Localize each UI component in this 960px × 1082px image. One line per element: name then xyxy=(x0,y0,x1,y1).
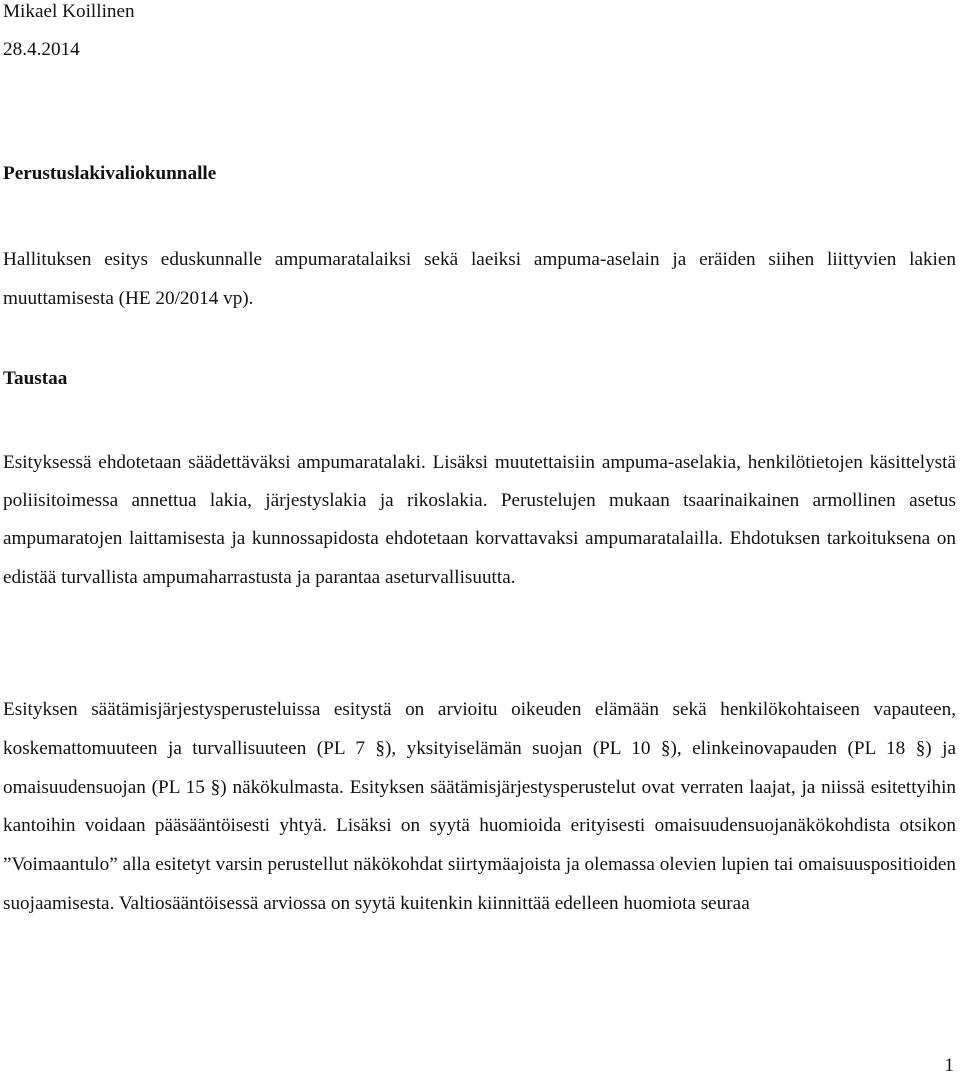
paragraph: Esityksessä ehdotetaan säädettäväksi ampumaratalaki. Lisäksi muutettaisiin ampuma-aselakia, henkilötietojen käsittelystä poliisitoimessa annettua lakia, järjestyslakia ja rikoslakia. Perustelujen mukaan tsaarinaikainen armollinen asetus ampumaratojen laittamisesta ja kunnossapidosta ehdotetaan korvattavaksi ampumaratalailla. Ehdotuksen tarkoituksena on edistää turvallista ampumaharrastusta ja parantaa aseturvallisuutta. xyxy=(3,452,956,588)
recipient-heading: Perustuslakivaliokunnalle xyxy=(3,163,217,184)
subject-line: Hallituksen esitys eduskunnalle ampumaratalaiksi sekä laeiksi ampuma-aselain ja eräiden siihen liittyvien lakien muuttamisesta (HE 20/2014 vp). xyxy=(3,249,956,309)
section-heading: Taustaa xyxy=(3,368,68,389)
author-name: Mikael Koillinen xyxy=(3,1,135,22)
document-date: 28.4.2014 xyxy=(3,39,80,60)
page-number: 1 xyxy=(944,1055,954,1076)
paragraph: Esityksen säätämisjärjestysperusteluissa esitystä on arvioitu oikeuden elämään sekä henkilökohtaiseen vapauteen, koskemattomuuteen ja turvallisuuteen (PL 7 §), yksityiselämän suojan (PL 10 §), elinkeinovapauden (PL 18 §) ja omaisuudensuojan (PL 15 §) näkökulmasta. Esityksen säätämisjärjestysperustelut ovat verraten laajat, ja niissä esitettyihin kantoihin voidaan pääsääntöisesti yhtyä. Lisäksi on syytä huomioida erityisesti omaisuudensuojanäkökohdista otsikon ”Voimaantulo” alla esitetyt varsin perustellut näkökohdat siirtymäajoista ja olemassa olevien lupien tai omaisuuspositioiden suojaamisesta. Valtiosääntöisessä arviossa on syytä kuitenkin kiinnittää edelleen huomiota seuraa xyxy=(3,699,956,914)
